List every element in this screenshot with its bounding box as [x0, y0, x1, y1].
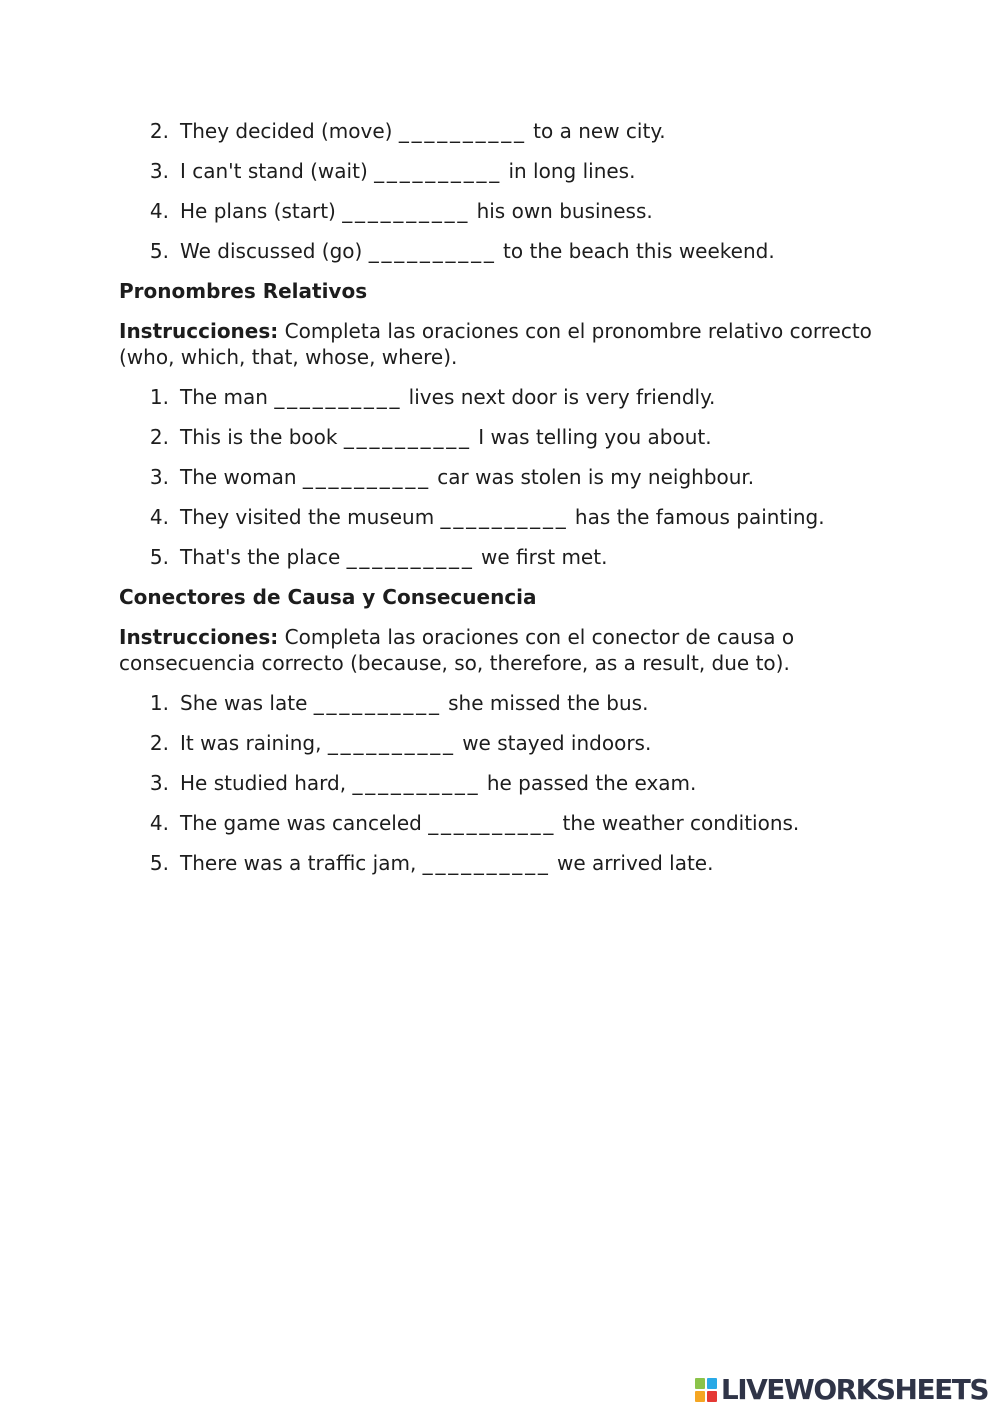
logo-tile — [707, 1378, 717, 1389]
logo-tile — [695, 1391, 705, 1402]
worksheet-content — [119, 118, 909, 890]
item-text: We discussed (go) __________ to the beach this weekend. — [180, 239, 775, 263]
list-item — [119, 810, 909, 836]
instructions-text: Completa las oraciones con el pronombre relativo correcto (who, which, that, whose, where). — [119, 319, 872, 369]
answer-blank: __________ — [368, 239, 497, 263]
logo-tile — [695, 1378, 705, 1389]
list-item — [119, 770, 909, 796]
list-item — [119, 544, 909, 570]
item-text: It was raining, __________ we stayed indoors. — [180, 731, 652, 755]
answer-blank: __________ — [346, 545, 475, 569]
relative-pronouns-exercise-list — [119, 384, 909, 570]
section-heading-pronombres-relativos: Pronombres Relativos — [119, 279, 368, 303]
instructions — [119, 318, 909, 370]
list-item — [119, 238, 909, 264]
item-number: 1. — [149, 385, 169, 409]
logo-icon — [695, 1378, 717, 1402]
item-number: 3. — [149, 159, 169, 183]
list-item — [119, 504, 909, 530]
item-text: They decided (move) __________ to a new city. — [180, 119, 666, 143]
answer-blank: __________ — [422, 851, 551, 875]
answer-blank: __________ — [302, 465, 431, 489]
item-text: She was late __________ she missed the bus. — [180, 691, 649, 715]
instructions-label: Instrucciones: — [119, 319, 279, 343]
answer-blank: __________ — [342, 199, 471, 223]
item-number: 2. — [149, 119, 169, 143]
liveworksheets-logo — [695, 1373, 988, 1406]
list-item — [119, 424, 909, 450]
item-text: The game was canceled __________ the weather conditions. — [180, 811, 800, 835]
item-number: 2. — [149, 731, 169, 755]
item-text: He studied hard, __________ he passed the exam. — [180, 771, 697, 795]
answer-blank: __________ — [440, 505, 569, 529]
item-text: There was a traffic jam, __________ we arrived late. — [180, 851, 714, 875]
item-number: 4. — [149, 811, 169, 835]
answer-blank: __________ — [343, 425, 472, 449]
logo-text: LIVEWORKSHEETS — [720, 1373, 988, 1406]
list-item — [119, 198, 909, 224]
answer-blank: __________ — [327, 731, 456, 755]
item-number: 5. — [149, 239, 169, 263]
item-text: I can't stand (wait) __________ in long lines. — [180, 159, 636, 183]
list-item — [119, 690, 909, 716]
item-number: 4. — [149, 505, 169, 529]
item-text: He plans (start) __________ his own business. — [180, 199, 653, 223]
item-number: 2. — [149, 425, 169, 449]
item-number: 3. — [149, 465, 169, 489]
instructions-label: Instrucciones: — [119, 625, 279, 649]
answer-blank: __________ — [274, 385, 403, 409]
item-number: 1. — [149, 691, 169, 715]
list-item — [119, 850, 909, 876]
instructions-text: Completa las oraciones con el conector de causa o consecuencia correcto (because, so, therefore, as a result, due to). — [119, 625, 795, 675]
item-text: The man __________ lives next door is very friendly. — [180, 385, 716, 409]
item-number: 5. — [149, 851, 169, 875]
item-text: They visited the museum __________ has the famous painting. — [180, 505, 825, 529]
answer-blank: __________ — [398, 119, 527, 143]
list-item — [119, 158, 909, 184]
item-number: 3. — [149, 771, 169, 795]
list-item — [119, 464, 909, 490]
item-text: The woman __________ car was stolen is my neighbour. — [180, 465, 755, 489]
gerund-infinitive-exercise-list — [119, 118, 909, 264]
section-heading-conectores: Conectores de Causa y Consecuencia — [119, 585, 537, 609]
list-item — [119, 730, 909, 756]
logo-tile — [707, 1391, 717, 1402]
cause-consequence-exercise-list — [119, 690, 909, 876]
item-text: This is the book __________ I was telling you about. — [180, 425, 712, 449]
list-item — [119, 384, 909, 410]
answer-blank: __________ — [428, 811, 557, 835]
item-number: 4. — [149, 199, 169, 223]
answer-blank: __________ — [313, 691, 442, 715]
instructions — [119, 624, 909, 676]
item-number: 5. — [149, 545, 169, 569]
answer-blank: __________ — [352, 771, 481, 795]
item-text: That's the place __________ we first met. — [180, 545, 608, 569]
list-item — [119, 118, 909, 144]
answer-blank: __________ — [374, 159, 503, 183]
